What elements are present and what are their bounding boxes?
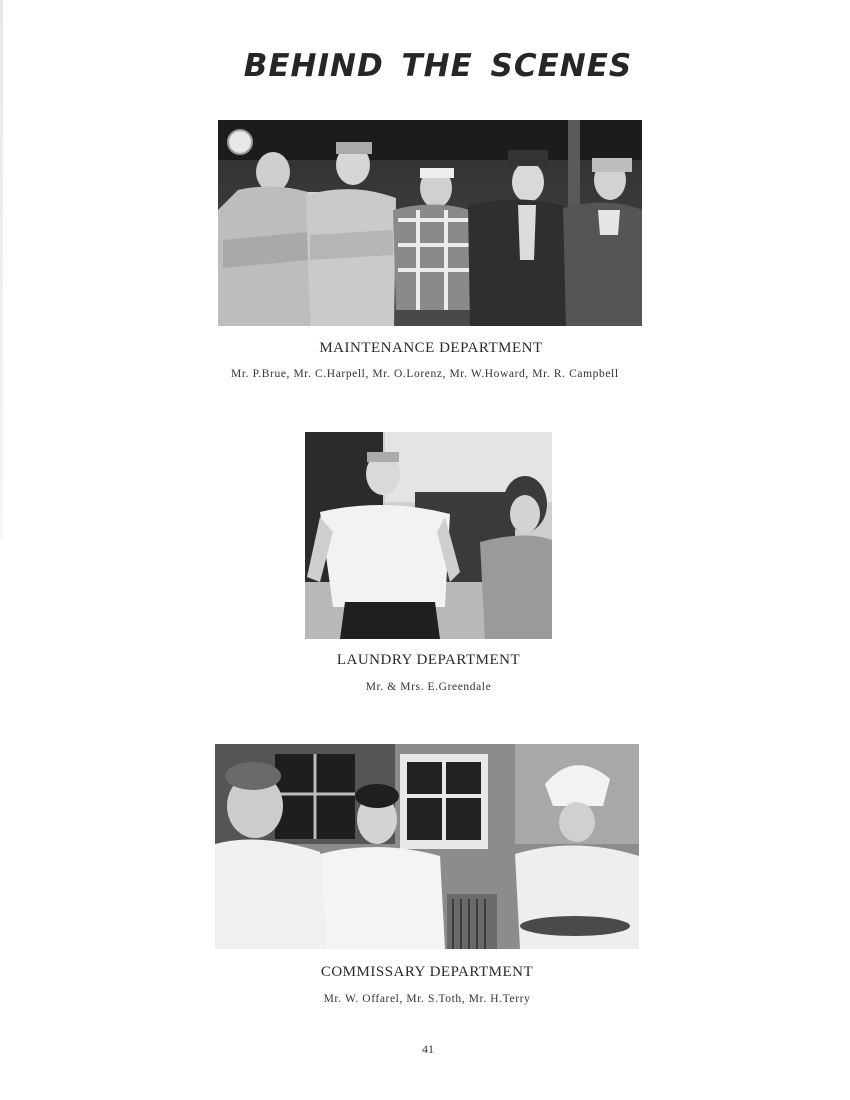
page-number: 41: [422, 1042, 434, 1056]
maintenance-photo: [218, 120, 642, 326]
commissary-caption: COMMISSARY DEPARTMENT: [320, 964, 534, 980]
laundry-caption: LAUNDRY DEPARTMENT: [336, 652, 521, 668]
commissary-photo: [215, 744, 639, 949]
laundry-photo: [305, 432, 552, 639]
commissary-names: Mr. W. Offarel, Mr. S.Toth, Mr. H.Terry: [323, 993, 531, 1005]
page-title: BEHIND THE SCENES: [243, 48, 633, 84]
maintenance-caption: MAINTENANCE DEPARTMENT: [319, 340, 543, 356]
maintenance-names: Mr. P.Brue, Mr. C.Harpell, Mr. O.Lorenz, Mr. W.Howard, Mr. R. Campbell: [231, 368, 619, 380]
laundry-names: Mr. & Mrs. E.Greendale: [365, 681, 492, 693]
